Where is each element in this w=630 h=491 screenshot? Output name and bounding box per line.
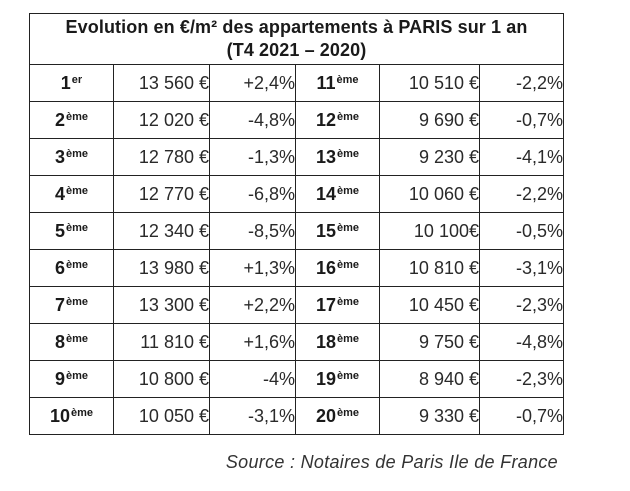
rank-suffix: ème xyxy=(65,295,89,308)
rank-number: 14 xyxy=(315,183,336,204)
price-per-sqm-left: 12 770 € xyxy=(114,176,210,213)
yearly-change-left: -4% xyxy=(210,361,296,398)
arrondissement-rank-left xyxy=(30,324,114,361)
yearly-change-right: -4,1% xyxy=(480,139,564,176)
price-per-sqm-left: 10 800 € xyxy=(114,361,210,398)
price-per-sqm-right: 9 690 € xyxy=(380,102,480,139)
price-per-sqm-left: 12 020 € xyxy=(114,102,210,139)
rank-suffix: er xyxy=(71,73,83,86)
price-per-sqm-left: 13 300 € xyxy=(114,287,210,324)
table-row xyxy=(30,250,564,287)
rank-suffix: ème xyxy=(337,110,360,123)
rank-number: 7 xyxy=(54,294,65,315)
yearly-change-right: -4,8% xyxy=(480,324,564,361)
yearly-change-right: -2,2% xyxy=(480,176,564,213)
price-per-sqm-right: 10 450 € xyxy=(380,287,480,324)
rank-number: 6 xyxy=(54,257,65,278)
price-per-sqm-right: 10 100€ xyxy=(380,213,480,250)
rank-suffix: ème xyxy=(337,147,360,160)
arrondissement-rank-left xyxy=(30,287,114,324)
yearly-change-left: +1,6% xyxy=(210,324,296,361)
arrondissement-price-table xyxy=(29,13,564,435)
yearly-change-left: +2,4% xyxy=(210,65,296,102)
yearly-change-right: -2,2% xyxy=(480,65,564,102)
arrondissement-rank-right xyxy=(296,398,380,435)
arrondissement-rank-right xyxy=(296,139,380,176)
table-title-line-2: (T4 2021 – 2020) xyxy=(226,40,367,60)
yearly-change-left: -4,8% xyxy=(210,102,296,139)
rank-number: 9 xyxy=(54,368,65,389)
rank-suffix: ème xyxy=(65,110,89,123)
arrondissement-rank-right xyxy=(296,65,380,102)
table-row xyxy=(30,213,564,250)
yearly-change-left: -6,8% xyxy=(210,176,296,213)
rank-suffix: ème xyxy=(337,332,360,345)
rank-number: 13 xyxy=(315,146,336,167)
arrondissement-rank-right xyxy=(296,213,380,250)
table-title-line-1: Evolution en €/m² des appartements à PARIS sur 1 an xyxy=(65,17,528,37)
rank-suffix: ème xyxy=(65,369,89,382)
rank-number: 2 xyxy=(54,109,65,130)
price-per-sqm-right: 9 230 € xyxy=(380,139,480,176)
arrondissement-rank-right xyxy=(296,102,380,139)
price-per-sqm-left: 13 980 € xyxy=(114,250,210,287)
rank-suffix: ème xyxy=(337,258,360,271)
rank-suffix: ème xyxy=(65,221,89,234)
arrondissement-rank-right xyxy=(296,324,380,361)
yearly-change-left: +1,3% xyxy=(210,250,296,287)
rank-number: 1 xyxy=(60,72,71,93)
table-row xyxy=(30,324,564,361)
yearly-change-right: -2,3% xyxy=(480,287,564,324)
table-row xyxy=(30,176,564,213)
arrondissement-rank-right xyxy=(296,176,380,213)
rank-suffix: ème xyxy=(71,406,94,419)
rank-number: 12 xyxy=(315,109,336,130)
yearly-change-right: -0,7% xyxy=(480,398,564,435)
price-per-sqm-left: 13 560 € xyxy=(114,65,210,102)
arrondissement-rank-left xyxy=(30,398,114,435)
yearly-change-right: -2,3% xyxy=(480,361,564,398)
rank-suffix: ème xyxy=(336,73,359,86)
source-caption: Source : Notaires de Paris Ile de France xyxy=(225,452,558,472)
rank-suffix: ème xyxy=(337,221,360,234)
table-row xyxy=(30,139,564,176)
price-per-sqm-left: 11 810 € xyxy=(114,324,210,361)
yearly-change-right: -0,5% xyxy=(480,213,564,250)
rank-number: 3 xyxy=(54,146,65,167)
rank-number: 16 xyxy=(315,257,336,278)
arrondissement-rank-right xyxy=(296,250,380,287)
table-row xyxy=(30,102,564,139)
price-per-sqm-right: 9 330 € xyxy=(380,398,480,435)
yearly-change-left: -1,3% xyxy=(210,139,296,176)
rank-number: 18 xyxy=(315,331,336,352)
rank-suffix: ème xyxy=(337,184,360,197)
rank-number: 19 xyxy=(315,368,336,389)
price-per-sqm-right: 9 750 € xyxy=(380,324,480,361)
price-per-sqm-right: 8 940 € xyxy=(380,361,480,398)
table-title xyxy=(30,14,564,65)
table-row xyxy=(30,398,564,435)
rank-number: 17 xyxy=(315,294,336,315)
price-per-sqm-right: 10 510 € xyxy=(380,65,480,102)
rank-number: 15 xyxy=(315,220,336,241)
yearly-change-left: +2,2% xyxy=(210,287,296,324)
arrondissement-rank-left xyxy=(30,176,114,213)
rank-number: 10 xyxy=(49,405,70,426)
price-per-sqm-left: 10 050 € xyxy=(114,398,210,435)
arrondissement-rank-left xyxy=(30,250,114,287)
table-row xyxy=(30,287,564,324)
price-per-sqm-right: 10 060 € xyxy=(380,176,480,213)
rank-number: 4 xyxy=(54,183,65,204)
arrondissement-rank-right xyxy=(296,361,380,398)
rank-number: 5 xyxy=(54,220,65,241)
rank-suffix: ème xyxy=(337,369,360,382)
arrondissement-rank-right xyxy=(296,287,380,324)
rank-suffix: ème xyxy=(65,147,89,160)
yearly-change-left: -8,5% xyxy=(210,213,296,250)
yearly-change-right: -3,1% xyxy=(480,250,564,287)
rank-number: 20 xyxy=(315,405,336,426)
rank-number: 8 xyxy=(54,331,65,352)
price-per-sqm-right: 10 810 € xyxy=(380,250,480,287)
arrondissement-rank-left xyxy=(30,361,114,398)
table-row xyxy=(30,361,564,398)
arrondissement-rank-left xyxy=(30,213,114,250)
yearly-change-left: -3,1% xyxy=(210,398,296,435)
arrondissement-rank-left xyxy=(30,139,114,176)
rank-suffix: ème xyxy=(337,295,360,308)
rank-suffix: ème xyxy=(65,332,89,345)
rank-number: 11 xyxy=(316,72,336,93)
table-body xyxy=(30,65,564,435)
price-per-sqm-left: 12 340 € xyxy=(114,213,210,250)
rank-suffix: ème xyxy=(65,184,89,197)
price-per-sqm-left: 12 780 € xyxy=(114,139,210,176)
arrondissement-rank-left xyxy=(30,65,114,102)
yearly-change-right: -0,7% xyxy=(480,102,564,139)
rank-suffix: ème xyxy=(65,258,89,271)
arrondissement-rank-left xyxy=(30,102,114,139)
table-row xyxy=(30,65,564,102)
rank-suffix: ème xyxy=(337,406,360,419)
